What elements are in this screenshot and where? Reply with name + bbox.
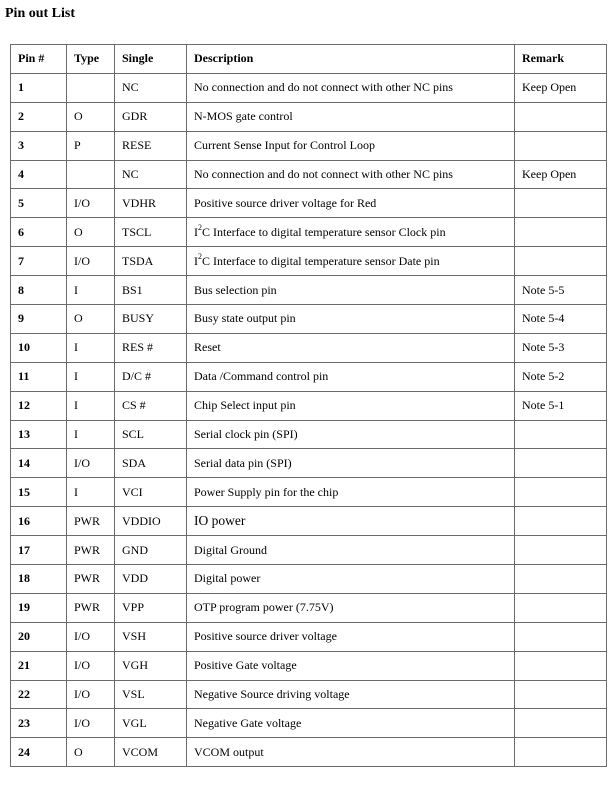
header-remark: Remark [515,45,607,74]
pin-remark-cell: Note 5-2 [515,362,607,391]
pin-signal-cell: VSH [115,622,187,651]
pin-signal-cell: CS # [115,391,187,420]
pin-signal-cell: RESE [115,131,187,160]
pin-description-cell: Current Sense Input for Control Loop [187,131,515,160]
pin-number-cell: 1 [11,73,67,102]
pin-description-cell: Negative Source driving voltage [187,680,515,709]
description-text: C Interface to digital temperature sensor Clock pin [202,224,446,239]
pin-signal-cell: VDHR [115,189,187,218]
pin-signal-cell: VGH [115,651,187,680]
pin-description-cell: No connection and do not connect with other NC pins [187,73,515,102]
pin-remark-cell [515,189,607,218]
table-row [11,276,607,305]
pin-description-cell: IO power [187,507,515,536]
pin-type-cell: I/O [67,247,115,276]
pin-signal-cell: VDDIO [115,507,187,536]
pin-signal-cell: RES # [115,333,187,362]
pin-type-cell: I [67,362,115,391]
pin-number-cell: 6 [11,218,67,247]
pin-remark-cell: Note 5-1 [515,391,607,420]
pin-number-cell: 14 [11,449,67,478]
pin-number-cell: 10 [11,333,67,362]
pin-description-cell: VCOM output [187,738,515,767]
pin-type-cell: PWR [67,536,115,565]
pin-signal-cell: BS1 [115,276,187,305]
pin-number-cell: 11 [11,362,67,391]
pin-description-cell: Digital power [187,565,515,594]
pin-type-cell: I [67,420,115,449]
table-row [11,131,607,160]
table-row [11,622,607,651]
pin-description-cell: Digital Ground [187,536,515,565]
table-row [11,391,607,420]
pin-type-cell: P [67,131,115,160]
pin-signal-cell: VGL [115,709,187,738]
pin-number-cell: 17 [11,536,67,565]
header-pin: Pin # [11,45,67,74]
table-row [11,478,607,507]
pin-signal-cell: SCL [115,420,187,449]
table-header-row [11,45,607,74]
description-prefix: I [194,253,198,268]
table-row [11,247,607,276]
table-row [11,709,607,738]
pin-number-cell: 20 [11,622,67,651]
pin-number-cell: 7 [11,247,67,276]
pin-number-cell: 13 [11,420,67,449]
page-title: Pin out List [5,6,76,21]
pin-description-cell [187,247,515,276]
pin-remark-cell: Keep Open [515,73,607,102]
pin-remark-cell [515,247,607,276]
table-row [11,593,607,622]
pin-number-cell: 5 [11,189,67,218]
pin-description-cell: N-MOS gate control [187,102,515,131]
pin-type-cell: I [67,276,115,305]
pin-remark-cell [515,593,607,622]
pin-description-cell: Serial clock pin (SPI) [187,420,515,449]
pin-signal-cell: VCOM [115,738,187,767]
pin-number-cell: 12 [11,391,67,420]
pin-type-cell: I/O [67,189,115,218]
pin-type-cell: I [67,391,115,420]
pin-number-cell: 8 [11,276,67,305]
pin-number-cell: 2 [11,102,67,131]
table-row [11,102,607,131]
pin-number-cell: 18 [11,565,67,594]
pin-remark-cell [515,507,607,536]
table-row [11,507,607,536]
pin-type-cell: O [67,218,115,247]
pin-description-cell: OTP program power (7.75V) [187,593,515,622]
pin-remark-cell [515,218,607,247]
pin-remark-cell [515,449,607,478]
pin-type-cell: PWR [67,565,115,594]
table-row [11,160,607,189]
pin-signal-cell: NC [115,160,187,189]
table-row [11,449,607,478]
pin-signal-cell: GDR [115,102,187,131]
pin-description-cell: Data /Command control pin [187,362,515,391]
description-text: C Interface to digital temperature sensor Date pin [202,253,440,268]
pin-type-cell: O [67,102,115,131]
table-row [11,218,607,247]
table-row [11,333,607,362]
pin-description-cell: Bus selection pin [187,276,515,305]
pin-signal-cell: VDD [115,565,187,594]
description-superscript: 2 [198,251,202,261]
pin-signal-cell: VSL [115,680,187,709]
table-row [11,362,607,391]
pin-number-cell: 24 [11,738,67,767]
pin-number-cell: 23 [11,709,67,738]
pin-description-cell: No connection and do not connect with other NC pins [187,160,515,189]
pin-description-cell: Serial data pin (SPI) [187,449,515,478]
pin-description-cell: Chip Select input pin [187,391,515,420]
pin-type-cell: O [67,738,115,767]
pin-type-cell: I/O [67,680,115,709]
pin-remark-cell: Note 5-5 [515,276,607,305]
pin-description-cell: Positive source driver voltage [187,622,515,651]
pin-remark-cell [515,420,607,449]
pin-remark-cell: Note 5-3 [515,333,607,362]
pin-signal-cell: SDA [115,449,187,478]
pin-type-cell: I [67,478,115,507]
pin-description-cell: Positive source driver voltage for Red [187,189,515,218]
pin-type-cell [67,160,115,189]
pin-remark-cell: Keep Open [515,160,607,189]
pin-description-cell: Reset [187,333,515,362]
pin-signal-cell: NC [115,73,187,102]
pin-signal-cell: VCI [115,478,187,507]
header-description: Description [187,45,515,74]
pin-number-cell: 4 [11,160,67,189]
pin-type-cell: O [67,305,115,334]
description-superscript: 2 [198,222,202,232]
pin-number-cell: 22 [11,680,67,709]
pin-signal-cell: VPP [115,593,187,622]
table-row [11,189,607,218]
pin-remark-cell [515,102,607,131]
pin-remark-cell [515,565,607,594]
pin-signal-cell: TSCL [115,218,187,247]
pin-description-cell: Negative Gate voltage [187,709,515,738]
pin-description-cell: Positive Gate voltage [187,651,515,680]
pin-signal-cell: TSDA [115,247,187,276]
pin-remark-cell: Note 5-4 [515,305,607,334]
pin-remark-cell [515,651,607,680]
pin-signal-cell: GND [115,536,187,565]
table-row [11,738,607,767]
description-prefix: I [194,224,198,239]
pin-type-cell: PWR [67,507,115,536]
pin-number-cell: 19 [11,593,67,622]
pin-signal-cell: BUSY [115,305,187,334]
pin-type-cell: I/O [67,709,115,738]
pin-remark-cell [515,131,607,160]
pin-type-cell [67,73,115,102]
pin-remark-cell [515,738,607,767]
pin-remark-cell [515,680,607,709]
pin-number-cell: 15 [11,478,67,507]
table-row [11,651,607,680]
pin-description-cell: Busy state output pin [187,305,515,334]
pin-type-cell: I/O [67,449,115,478]
pin-description-cell: Power Supply pin for the chip [187,478,515,507]
pin-number-cell: 16 [11,507,67,536]
pinout-table [10,44,607,767]
pin-type-cell: I/O [67,622,115,651]
pin-remark-cell [515,709,607,738]
table-row [11,73,607,102]
pin-type-cell: PWR [67,593,115,622]
pin-signal-cell: D/C # [115,362,187,391]
pin-description-cell [187,218,515,247]
pin-number-cell: 9 [11,305,67,334]
table-row [11,420,607,449]
header-single: Single [115,45,187,74]
table-row [11,536,607,565]
pin-number-cell: 3 [11,131,67,160]
pin-number-cell: 21 [11,651,67,680]
pin-remark-cell [515,478,607,507]
pin-remark-cell [515,536,607,565]
table-row [11,565,607,594]
pin-type-cell: I/O [67,651,115,680]
table-row [11,680,607,709]
table-row [11,305,607,334]
pin-type-cell: I [67,333,115,362]
pin-remark-cell [515,622,607,651]
header-type: Type [67,45,115,74]
